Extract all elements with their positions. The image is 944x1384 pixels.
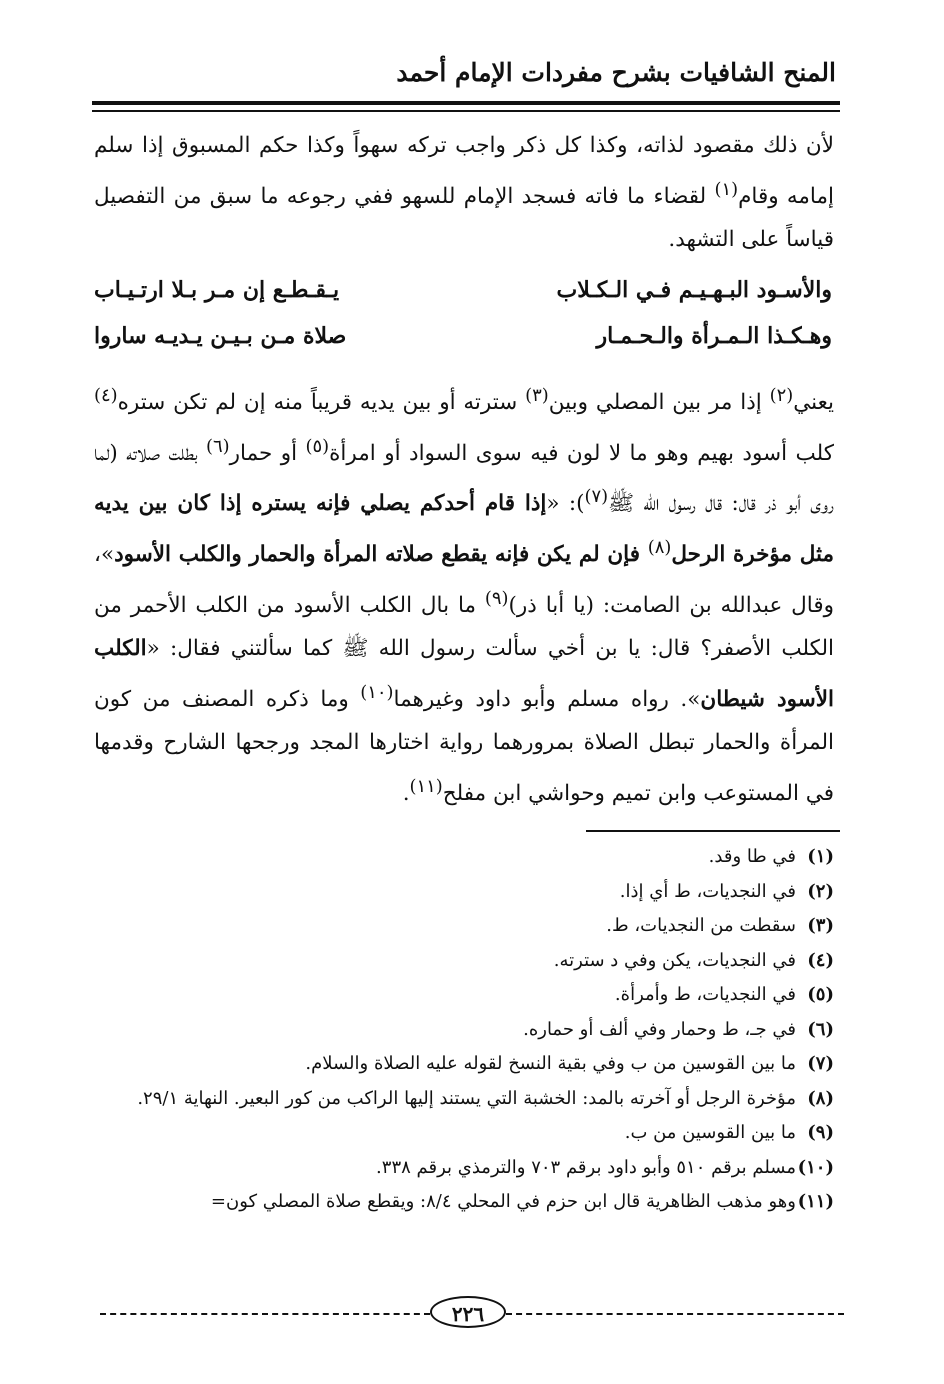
verse-2-first-hemistich: وهـكـذا الـمـرأة والـحـمـار: [596, 323, 832, 349]
paragraph-text: لقضاء ما فاته فسجد الإمام للسهو ففي: [354, 183, 715, 209]
footnote-text: في النجديات، ط أي إذا.: [619, 880, 796, 902]
footnote-number: (١): [807, 846, 834, 867]
paragraph-text: المسبوق إذا سلم إمامه وقام: [94, 133, 834, 209]
footnote-ref: (٤): [94, 385, 118, 406]
paragraph-text: »، وقال عبدالله بن الصامت: (يا أبا ذر): [94, 542, 835, 618]
footnote-number: (٤): [807, 949, 834, 971]
footnote-text: مسلم برقم ٥١٠ وأبو داود برقم ٧٠٣ والترمذي برقم ٣٣٨.: [376, 1156, 796, 1178]
footnote-ref: (٢): [769, 385, 794, 406]
paragraph-text: ما بال الكلب الأسود من الكلب الأحمر من الكلب الأصفر؟ قال: يا بن أخي سألت رسول الله ﷺ كما سألتني فقال: «: [94, 592, 834, 662]
paragraph-intro: [94, 124, 834, 262]
footnote-text: في جـ، ط وحمار وفي ألف أو حماره.: [523, 1018, 796, 1040]
paragraph-text: .: [402, 781, 410, 807]
footnote-item: [94, 875, 834, 910]
page-number: ٢٢٦: [430, 1296, 506, 1328]
footer-dashed-rule-left: [100, 1313, 430, 1315]
paragraph-text: كلب أسود بهيم وهو ما لا لون فيه سوى السواد أو امرأة: [329, 440, 835, 466]
footnote-ref: (٦): [206, 435, 230, 457]
footnote-number: (١١): [797, 1191, 834, 1212]
footnote-text: في طا وقد.: [708, 846, 796, 867]
paragraph-text: وما ذكره المصنف من كون المرأة والحمار تبطل الصلاة بمرورهما رواية اختارها المجد ورجحها الشارح وقدمها في المستوعب وابن تميم وحواشي ابن مفلح: [94, 686, 834, 807]
paragraph-text: سترته أو بين يديه قريباً منه إن لم تكن ستره: [117, 390, 526, 416]
paragraph-text: يعني: [793, 390, 834, 416]
hadith-text-bold: فإن لم يكن فإنه يقطع صلاته المرأة والحمار والكلب الأسود: [114, 542, 648, 568]
footnote-ref: (٩): [484, 587, 509, 609]
header-rule-thin: [92, 110, 840, 112]
footnote-ref: (٧): [584, 486, 609, 508]
footnote-item: [94, 1047, 834, 1082]
footnote-number: (٣): [807, 915, 834, 936]
footnote-ref: (٨): [647, 536, 672, 558]
footnote-ref: (٣): [525, 385, 549, 406]
paragraph-text: لأن ذلك مقصود لذاته، وكذا كل ذكر واجب تركه سهواً وكذا حكم: [259, 133, 834, 158]
footnote-number: (٦): [807, 1018, 834, 1040]
footnote-item: [94, 944, 834, 979]
footnote-ref: (١٠): [360, 681, 394, 703]
verse-1-second-hemistich: يـقـطـع إن مـر بـلا ارتـيـاب: [94, 277, 340, 303]
running-header-title: المنح الشافيات بشرح مفردات الإمام أحمد: [396, 58, 836, 87]
paragraph-commentary: [94, 374, 834, 816]
paragraph-text: إذا مر بين المصلي وبين: [548, 390, 770, 416]
footnote-ref: (٥): [305, 435, 330, 457]
paragraph-text: رجوعه ما سبق من التفصيل قياساً على التشهد.: [94, 183, 834, 253]
footnote-item: [94, 978, 834, 1013]
footnote-item: [94, 1013, 834, 1048]
paragraph-text: ): «: [546, 491, 585, 517]
hadith-text-bold: الكلب الأسود شيطان: [94, 636, 834, 712]
footnote-number: (١٠): [797, 1156, 834, 1178]
footnote-number: (٨): [807, 1087, 834, 1109]
header-rule-thick: [92, 101, 840, 105]
footnote-item: [94, 1151, 834, 1186]
footnote-text: ما بين القوسين من ب وفي بقية النسخ لقوله عليه الصلاة والسلام.: [305, 1053, 796, 1074]
footnote-number: (٥): [807, 984, 834, 1005]
footnote-text: في النجديات، ط وأمرأة.: [614, 984, 796, 1005]
paragraph-text: بطلت صلاته (لما روى أبو ذر قال: قال رسول الله ﷺ: [94, 440, 835, 517]
footnote-number: (٢): [807, 880, 834, 902]
footnote-text: وهو مذهب الظاهرية قال ابن حزم في المحلي ٨/٤: ويقطع صلاة المصلي كون=: [210, 1191, 796, 1212]
verse-1-first-hemistich: والأسـود البـهـيـم فـي الـكـلاب: [556, 277, 832, 303]
paragraph-text: أو حمار: [229, 440, 306, 466]
verse-2-second-hemistich: صلاة مـن بـيـن يـديـه ساروا: [94, 323, 347, 349]
footnote-separator: [586, 830, 840, 832]
footnote-number: (٧): [807, 1053, 834, 1074]
footnotes-list: [94, 840, 834, 1220]
footnote-text: سقطت من النجديات، ط.: [606, 915, 796, 936]
paragraph-text: ». رواه مسلم وأبو داود وغيرهما: [393, 686, 701, 712]
footnote-item: [94, 1185, 834, 1220]
footnote-item: [94, 1116, 834, 1151]
footnote-text: ما بين القوسين من ب.: [624, 1122, 796, 1143]
footnote-number: (٩): [807, 1122, 834, 1143]
footnote-item: [94, 909, 834, 944]
footnote-ref: (١١): [409, 775, 443, 797]
hadith-text-bold: إذا قام أحدكم يصلي فإنه يستره إذا كان بين يديه مثل مؤخرة الرحل: [94, 491, 834, 568]
footnote-text: في النجديات، يكن وفي د سترته.: [553, 949, 796, 971]
footer-dashed-rule-right: [506, 1313, 844, 1315]
footnote-text: مؤخرة الرجل أو آخرته بالمد: الخشبة التي يستند إليها الراكب من كور البعير. النهاية ٢٩/١.: [137, 1087, 796, 1109]
footnote-item: [94, 840, 834, 875]
footnote-item: [94, 1082, 834, 1117]
footnote-ref: (١): [714, 178, 739, 200]
